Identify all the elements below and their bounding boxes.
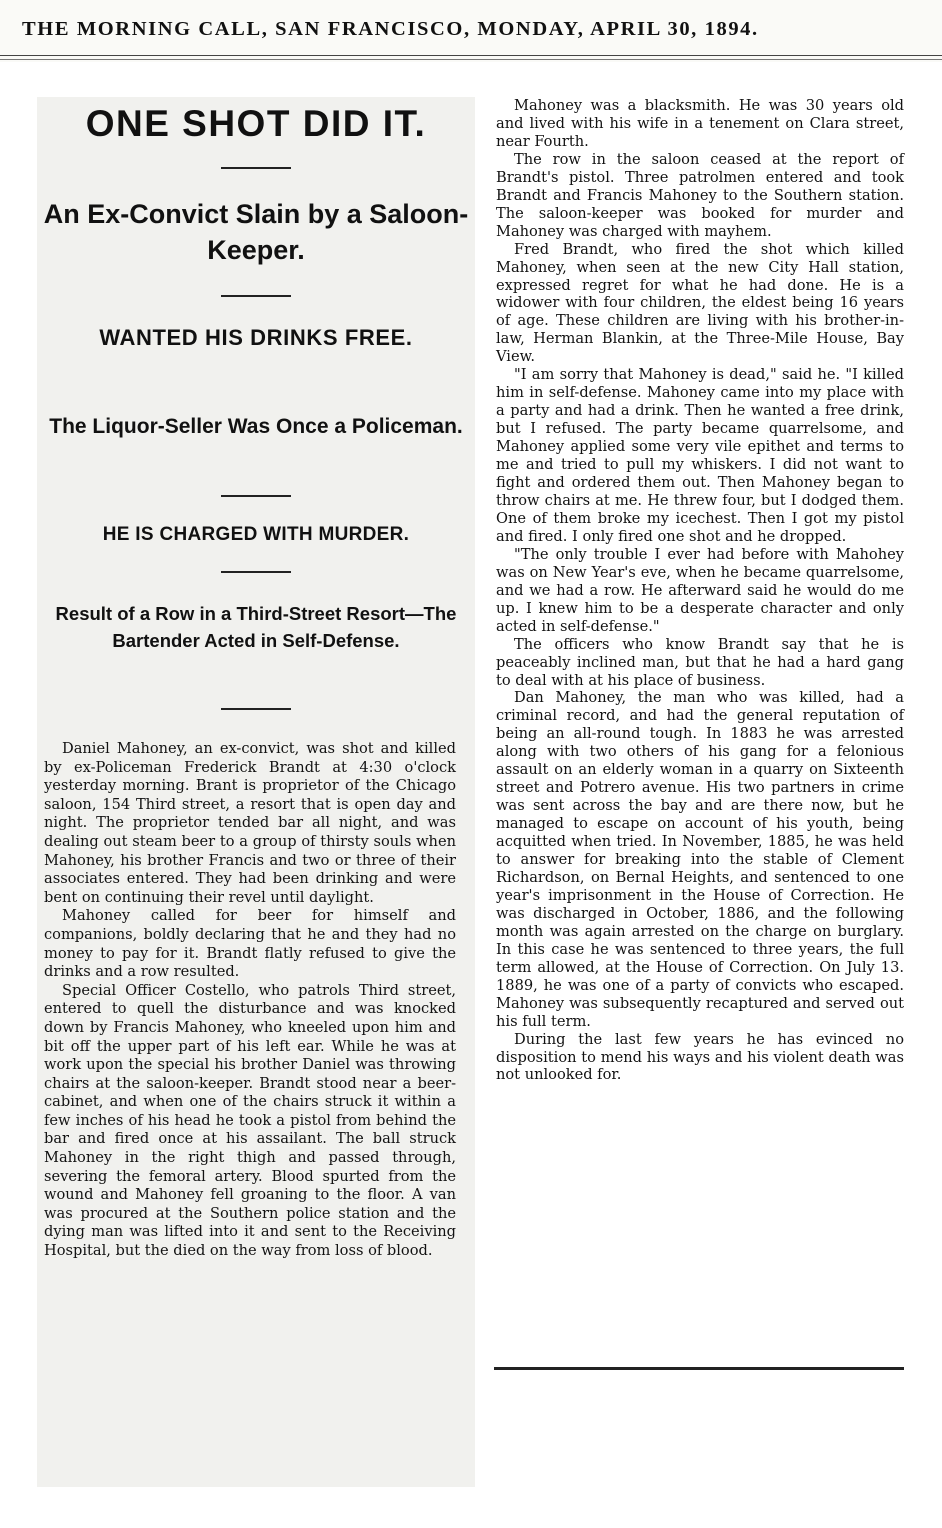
subhead-5: Result of a Row in a Third-Street Resort—The Bartender Acted in Self-Defense. [55, 603, 457, 651]
article-body-right [496, 97, 904, 1084]
paragraph: Daniel Mahoney, an ex-convict, was shot and killed by ex-Policeman Frederick Brandt at 4:30 o'clock yesterday morning. Brant is proprietor of the Chicago saloon, 154 Third street, a resort that is open day and night. The proprietor tended bar all night, and was dealing out steam beer to a group of thirsty souls when Mahoney, his brother Francis and two or three of their associates entered. They had been drinking and were bent on continuing their revel until daylight. [44, 740, 456, 906]
paragraph: During the last few years he has evinced no disposition to mend his ways and his violent death was not unlooked for. [496, 1030, 904, 1084]
paragraph: The officers who know Brandt say that he is peaceably inclined man, but that he had a hard gang to deal with at his place of business. [496, 635, 904, 689]
paragraph: Special Officer Costello, who patrols Third street, entered to quell the disturbance and was knocked down by Francis Mahoney, who kneeled upon him and bit off the upper part of his left ear. While he was at work upon the special his brother Daniel was throwing chairs at the saloon-keeper. Brandt stood near a beer-cabinet, and when one of the chairs struck it within a few inches of his head he took a pistol from behind the bar and fired once at his assailant. The ball struck Mahoney in the right thigh and passed through, severing the femoral artery. Blood spurted from the wound and Mahoney fell groaning to the floor. A van was procured at the Southern police station and the dying man was lifted into it and sent to the Receiving Hospital, but the died on the way from loss of blood. [44, 981, 456, 1260]
masthead-title: THE MORNING CALL, SAN FRANCISCO, MONDAY, APRIL 30, 1894. [22, 18, 759, 40]
article-left-column [37, 97, 475, 1487]
masthead-rule-bottom [0, 59, 942, 60]
subhead-3: The Liquor-Seller Was Once a Policeman. [49, 415, 463, 438]
subhead-4: HE IS CHARGED WITH MURDER. [102, 524, 410, 545]
article-end-rule [494, 1367, 904, 1370]
article-body-left [44, 740, 456, 1261]
masthead-rule-top [0, 55, 942, 56]
subhead-divider [221, 708, 291, 710]
paragraph: "I am sorry that Mahoney is dead," said he. "I killed him in self-defense. Mahoney came into my place with a party and had a drink. Then he wanted a free drink, but I refused. The party became quarrelsome, and Mahoney applied some very vile epithet and terms to me and tried to pull my whiskers. I did not want to fight and ordered them out. Then Mahoney began to throw chairs at me. He threw four, but I dodged them. One of them broke my icechest. Then I got my pistol and fired. I only fired one shot and he dropped. [496, 366, 904, 545]
paragraph: The row in the saloon ceased at the report of Brandt's pistol. Three patrolmen entered and took Brandt and Francis Mahoney to the Southern station. The saloon-keeper was booked for murder and Mahoney was charged with mayhem. [496, 150, 904, 240]
paragraph: Mahoney called for beer for himself and companions, boldly declaring that he and they had no money to pay for it. Brandt flatly refused to give the drinks and a row resulted. [44, 907, 456, 981]
subhead-1: An Ex-Convict Slain by a Saloon-Keeper. [43, 199, 469, 265]
headline-divider [221, 167, 291, 169]
paragraph: Mahoney was a blacksmith. He was 30 years old and lived with his wife in a tenement on Clara street, near Fourth. [496, 97, 904, 150]
masthead [0, 0, 942, 62]
article-right-column [496, 97, 904, 1377]
subhead-2: WANTED HIS DRINKS FREE. [99, 325, 413, 350]
subhead-divider [221, 571, 291, 573]
paragraph: "The only trouble I ever had before with Mahohey was on New Year's eve, when he became quarrelsome, and we had a row. He afterward said he would do me up. I knew him to be a desperate character and only acted in self-defense." [496, 545, 904, 635]
subhead-divider [221, 295, 291, 297]
paragraph: Fred Brandt, who fired the shot which killed Mahoney, when seen at the new City Hall station, expressed regret for what he had done. He is a widower with four children, the eldest being 16 years of age. These children are living with his brother-in-law, Herman Blankin, at the Three-Mile House, Bay View. [496, 240, 904, 366]
paragraph: Dan Mahoney, the man who was killed, had a criminal record, and had the general reputation of being an all-round tough. In 1883 he was arrested along with two others of his gang for a felonious assault on an elderly woman in a quarry on Sixteenth street and Potrero avenue. His two partners in crime was sent across the bay and are there now, but he managed to escape on account of his youth, being acquitted when tried. In November, 1885, he was held to answer for breaking into the stable of Clement Richardson, on Bernal Heights, and sentenced to one year's imprisonment in the House of Correction. He was discharged in October, 1886, and the following month was again arrested on the charge on burglary. In this case he was sentenced to three years, the full term allowed, at the House of Correction. On July 13. 1889, he was one of a party of convicts who escaped. Mahoney was subsequently recaptured and served out his full term. [496, 689, 904, 1030]
headline: ONE SHOT DID IT. [85, 103, 427, 144]
subhead-divider [221, 495, 291, 497]
